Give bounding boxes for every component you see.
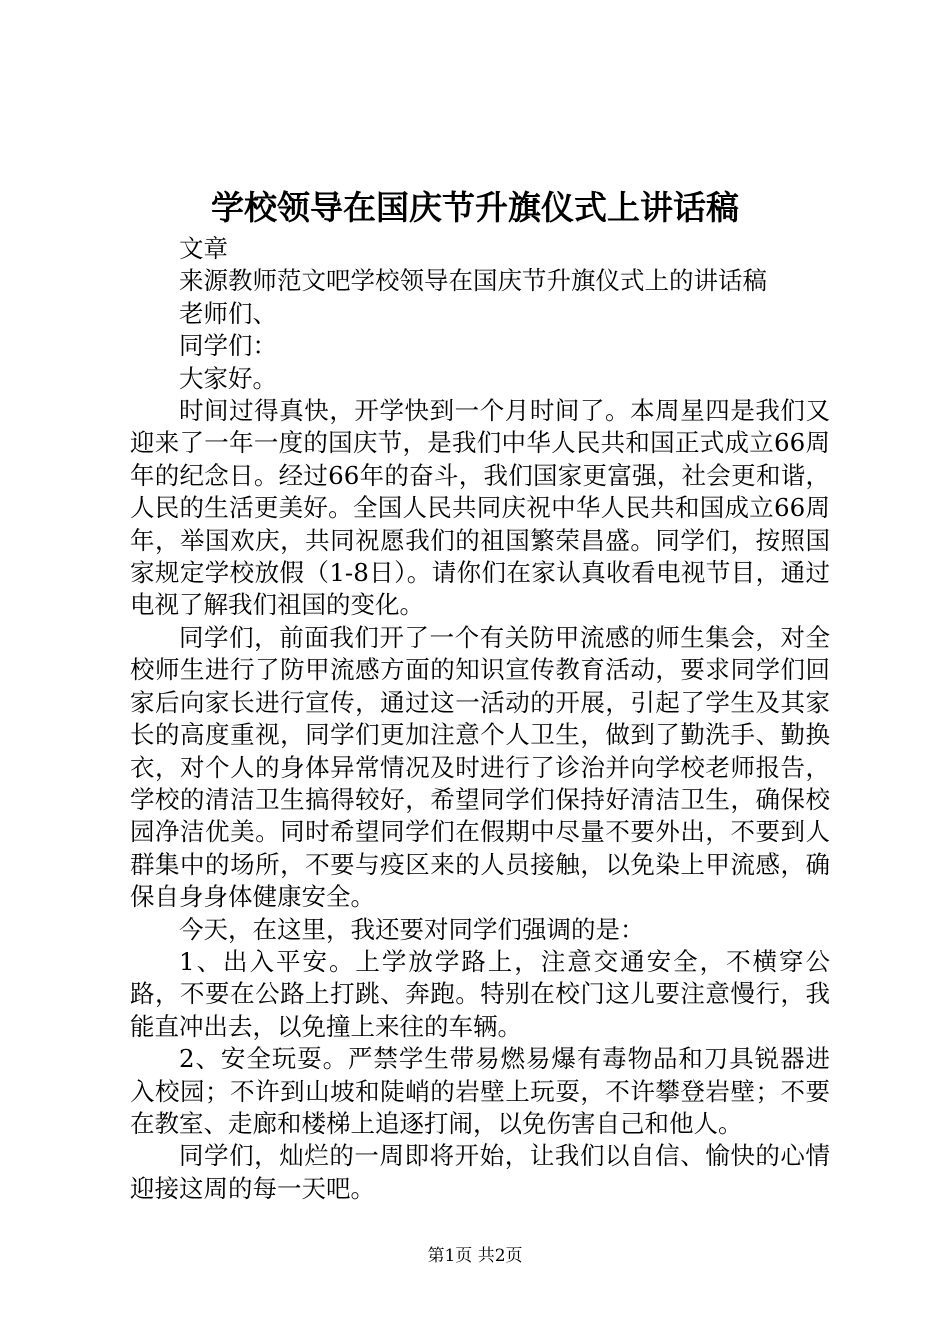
document-title: 学校领导在国庆节升旗仪式上讲话稿 bbox=[211, 188, 739, 227]
list-item-traffic-safety: 1、出入平安。上学放学路上，注意交通安全，不横穿公路，不要在公路上打跳、奔跑。特别在校门这儿要注意慢行，我能直冲出去，以免撞上来往的车辆。 bbox=[130, 946, 830, 1041]
document-body bbox=[130, 233, 830, 1205]
greeting-teachers: 老师们、 bbox=[179, 298, 277, 328]
paragraph-flu-prevention: 同学们，前面我们开了一个有关防甲流感的师生集会，对全校师生进行了防甲流感方面的知识宣传教育活动，要求同学们回家后向家长进行宣传，通过这一活动的开展，引起了学生及其家长的高度重视，同学们更加注意个人卫生，做到了勤洗手、勤换衣，对个人的身体异常情况及时进行了诊治并向学校老师报告，学校的清洁卫生搞得较好，希望同学们保持好清洁卫生，确保校园净洁优美。同时希望同学们在假期中尽量不要外出，不要到人群集中的场所，不要与疫区来的人员接触，以免染上甲流感，确保自身身体健康安全。 bbox=[130, 622, 830, 912]
list-item-play-safety: 2、安全玩耍。严禁学生带易燃易爆有毒物品和刀具锐器进入校园；不许到山坡和陡峭的岩壁上玩耍，不许攀登岩壁；不要在教室、走廊和楼梯上追逐打闹，以免伤害自己和他人。 bbox=[130, 1044, 830, 1138]
paragraph-emphasis: 今天，在这里，我还要对同学们强调的是： bbox=[179, 914, 645, 944]
paragraph-national-day: 时间过得真快，开学快到一个月时间了。本周星四是我们又迎来了一年一度的国庆节，是我们中华人民共和国正式成立66周年的纪念日。经过66年的奋斗，我们国家更富强，社会更和谐，人民的生活更美好。全国人民共同庆祝中华人民共和国成立66周年，举国欢庆，共同祝愿我们的祖国繁荣昌盛。同学们，按照国家规定学校放假（1-8日）。请你们在家认真收看电视节目，通过电视了解我们祖国的变化。 bbox=[130, 396, 830, 620]
page-number-footer: 第1页 共2页 bbox=[427, 1246, 523, 1266]
paragraph-closing: 同学们，灿烂的一周即将开始，让我们以自信、愉快的心情迎接这周的每一天吧。 bbox=[130, 1141, 830, 1203]
header-line-source: 来源教师范文吧学校领导在国庆节升旗仪式上的讲话稿 bbox=[179, 266, 767, 296]
header-line-article: 文章 bbox=[179, 234, 228, 263]
greeting-students: 同学们： bbox=[179, 331, 277, 361]
greeting-everyone: 大家好。 bbox=[179, 363, 277, 393]
